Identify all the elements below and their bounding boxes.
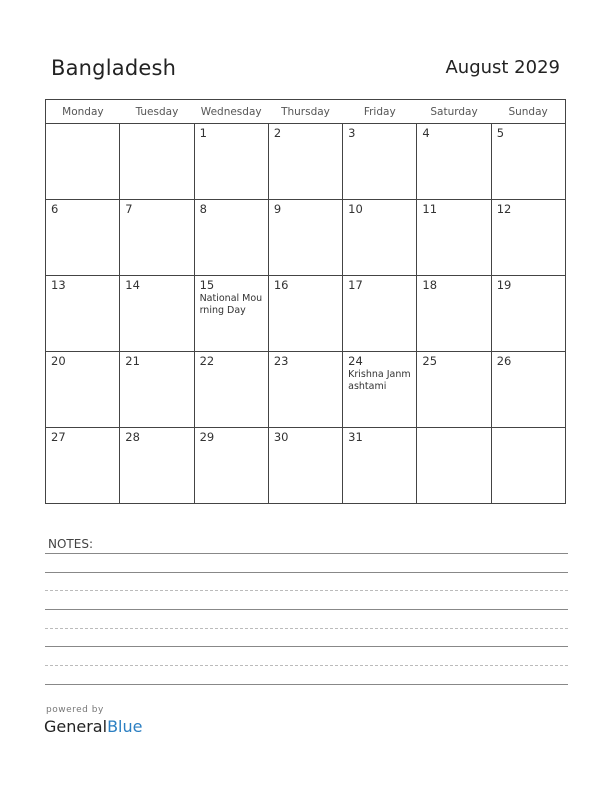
- brand-logo: [44, 717, 142, 736]
- holiday-label: National Mourning Day: [199, 293, 263, 316]
- day-cell: [194, 200, 268, 276]
- day-cell: [417, 200, 491, 276]
- day-cell: [46, 200, 120, 276]
- day-cell: [491, 276, 565, 352]
- powered-by-text: powered by: [46, 705, 104, 715]
- week-row: [46, 200, 566, 276]
- notes-label: NOTES:: [48, 537, 93, 551]
- day-cell: [268, 276, 342, 352]
- day-number: 10: [348, 202, 363, 216]
- holiday-label: Krishna Janmashtami: [348, 369, 411, 392]
- notes-line: [45, 609, 568, 610]
- calendar-grid: [45, 99, 566, 504]
- day-number: 18: [422, 278, 438, 292]
- day-number: 11: [422, 202, 438, 216]
- day-cell: [120, 352, 194, 428]
- country-title: Bangladesh: [51, 56, 177, 80]
- day-cell: [417, 124, 491, 200]
- notes-line: [45, 665, 568, 666]
- month-title: August 2029: [445, 57, 560, 78]
- day-cell: [343, 352, 417, 428]
- day-number: 3: [348, 126, 356, 140]
- weekday-friday: Friday: [343, 100, 417, 124]
- day-number: 24: [348, 354, 363, 368]
- day-number: 26: [496, 354, 512, 368]
- day-number: 22: [199, 354, 215, 368]
- day-cell: [491, 352, 565, 428]
- day-cell: [46, 124, 120, 200]
- weekday-monday: Monday: [46, 100, 120, 124]
- notes-line: [45, 628, 568, 629]
- day-number: 25: [422, 354, 438, 368]
- day-cell: [417, 352, 491, 428]
- day-cell: [417, 428, 491, 504]
- day-number: 9: [273, 202, 282, 216]
- day-number: 30: [273, 430, 289, 444]
- day-number: 21: [125, 354, 140, 368]
- day-cell: [268, 352, 342, 428]
- day-cell: [343, 428, 417, 504]
- day-number: 13: [51, 278, 66, 292]
- day-cell: [268, 124, 342, 200]
- day-number: 28: [125, 430, 140, 444]
- day-cell: [491, 428, 565, 504]
- day-cell: [268, 428, 342, 504]
- week-row: [46, 124, 566, 200]
- notes-line: [45, 646, 568, 647]
- day-number: 31: [348, 430, 363, 444]
- week-row: [46, 428, 566, 504]
- day-number: 23: [273, 354, 289, 368]
- weekday-sunday: Sunday: [491, 100, 565, 124]
- day-number: 4: [422, 126, 430, 140]
- day-cell: [194, 352, 268, 428]
- day-number: 5: [496, 126, 505, 140]
- notes-line: [45, 553, 568, 554]
- brand-general: General: [44, 717, 108, 736]
- day-cell: [194, 276, 268, 352]
- day-number: 19: [496, 278, 512, 292]
- day-cell: [120, 276, 194, 352]
- day-number: 8: [199, 202, 207, 216]
- day-number: 27: [51, 430, 66, 444]
- weekday-tuesday: Tuesday: [120, 100, 194, 124]
- day-cell: [46, 352, 120, 428]
- day-cell: [343, 200, 417, 276]
- day-cell: [120, 124, 194, 200]
- day-number: 7: [125, 202, 133, 216]
- day-cell: [491, 200, 565, 276]
- day-cell: [268, 200, 342, 276]
- day-number: 6: [51, 202, 59, 216]
- weekday-saturday: Saturday: [417, 100, 491, 124]
- day-cell: [46, 276, 120, 352]
- day-number: 20: [51, 354, 66, 368]
- day-number: 2: [273, 126, 282, 140]
- weekday-thursday: Thursday: [268, 100, 342, 124]
- notes-line: [45, 684, 568, 685]
- day-cell: [120, 428, 194, 504]
- day-number: 15: [199, 278, 215, 292]
- day-cell: [491, 124, 565, 200]
- day-number: 12: [496, 202, 512, 216]
- day-cell: [343, 124, 417, 200]
- day-cell: [120, 200, 194, 276]
- day-cell: [417, 276, 491, 352]
- day-number: 1: [199, 126, 207, 140]
- week-row: [46, 352, 566, 428]
- week-row: [46, 276, 566, 352]
- notes-line: [45, 590, 568, 591]
- weekday-header-row: [46, 100, 566, 124]
- day-cell: [194, 428, 268, 504]
- day-number: 17: [348, 278, 363, 292]
- day-number: 14: [125, 278, 140, 292]
- notes-line: [45, 572, 568, 573]
- day-cell: [46, 428, 120, 504]
- day-cell: [343, 276, 417, 352]
- day-number: 29: [199, 430, 215, 444]
- brand-blue: Blue: [107, 717, 143, 736]
- weekday-wednesday: Wednesday: [194, 100, 268, 124]
- day-cell: [194, 124, 268, 200]
- day-number: 16: [273, 278, 289, 292]
